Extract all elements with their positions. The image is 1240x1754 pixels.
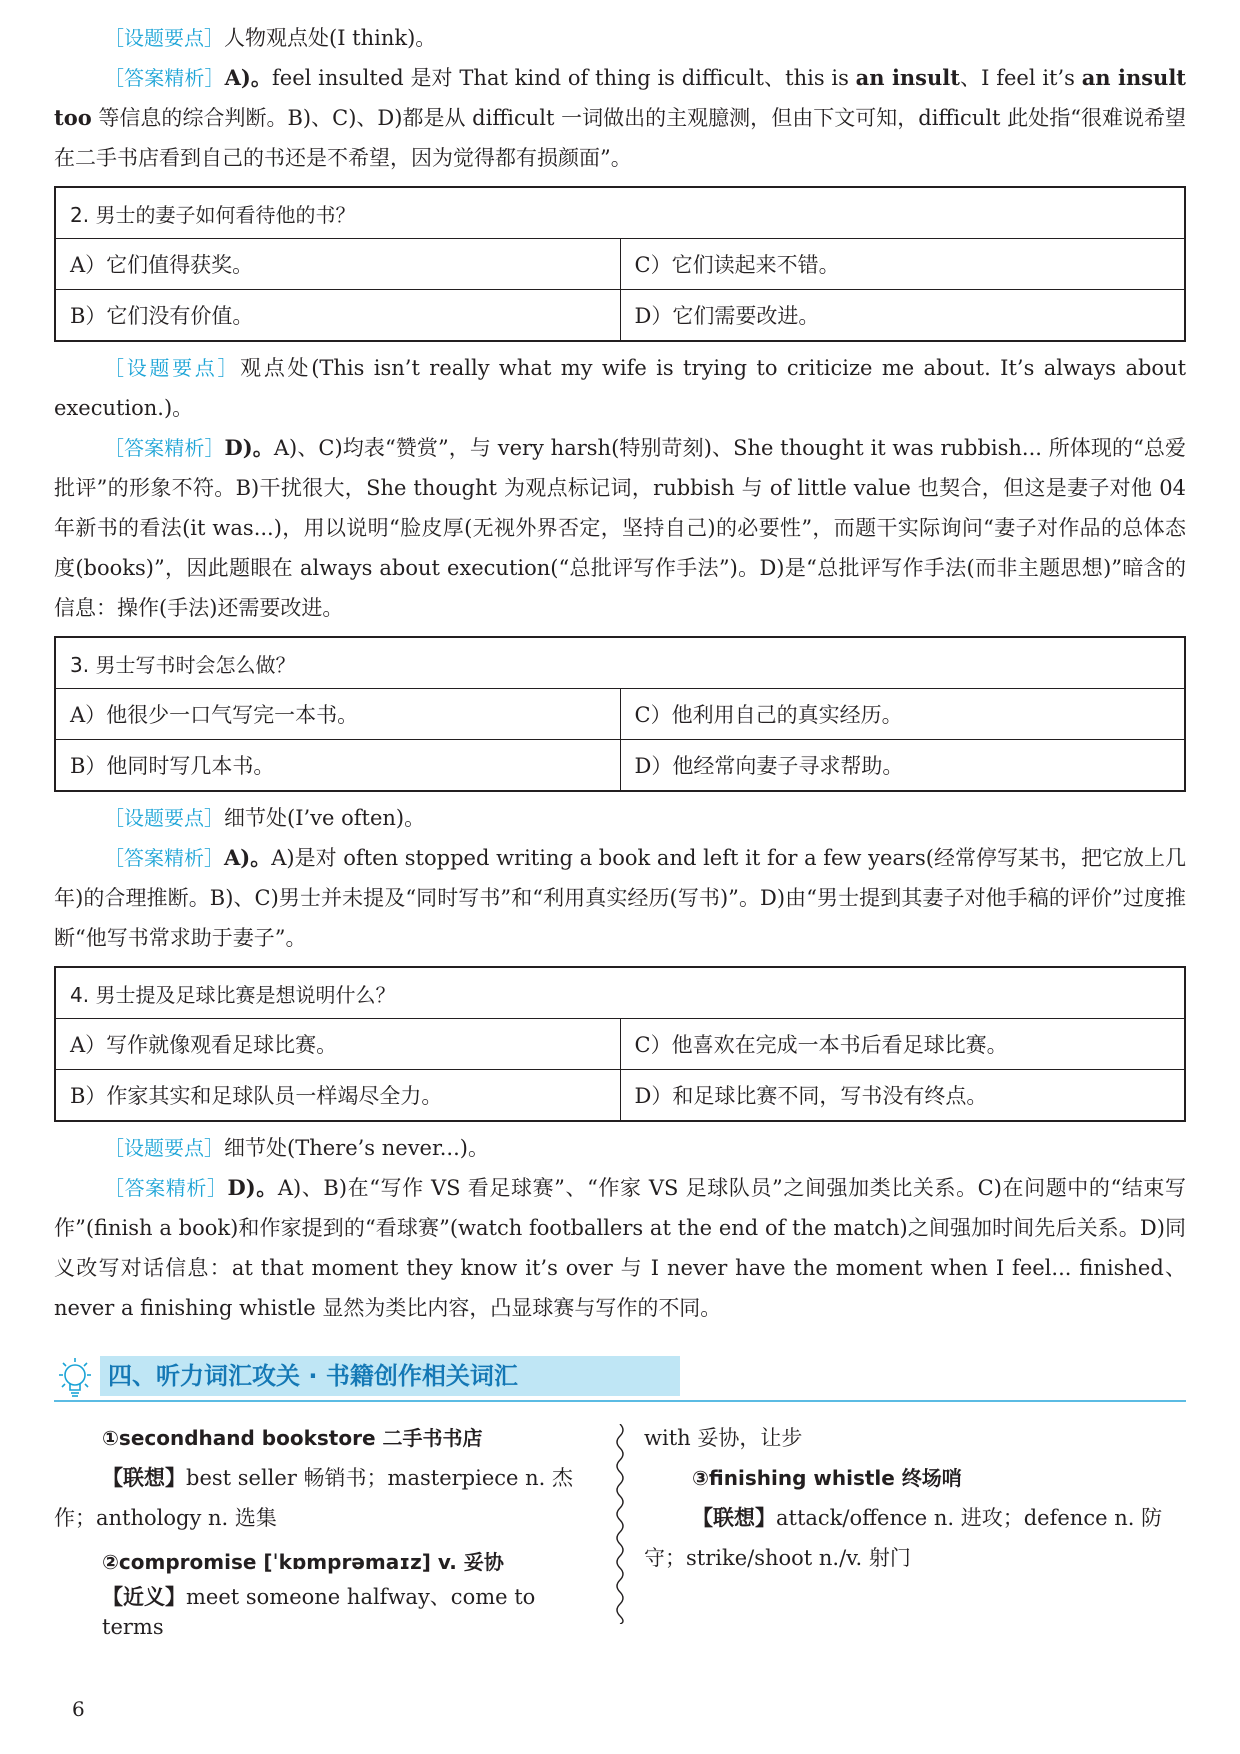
vocab-item-2-cont [644, 1418, 1186, 1458]
section-divider [54, 1400, 1186, 1402]
key-point-text: 细节处(I’ve often)。 [224, 806, 426, 830]
key-point-text: 观点处(This isn’t really what my wife is trying to criticize me about. It’s always about execution.)。 [54, 356, 1187, 420]
answer-letter: D)。 [224, 435, 274, 460]
option-a: A）他很少一口气写完一本书。 [55, 689, 620, 740]
assoc-label: 【联想】 [102, 1465, 186, 1490]
column-divider-wave [610, 1424, 630, 1624]
option-c: C）它们读起来不错。 [620, 239, 1185, 290]
vocab-item-3 [644, 1458, 1186, 1498]
q3-key-point [54, 798, 1186, 838]
option-d: D）他经常向妻子寻求帮助。 [620, 740, 1185, 792]
analysis-label: ［答案精析］ [104, 436, 225, 460]
question-stem: 4. 男士提及足球比赛是想说明什么？ [55, 967, 1185, 1019]
section-heading [54, 1354, 1186, 1402]
option-d: D）它们需要改进。 [620, 290, 1185, 342]
analysis-bold: an insult too [54, 65, 1186, 130]
vocab-term: ①secondhand bookstore 二手书书店 [102, 1426, 483, 1450]
option-b: B）它们没有价值。 [55, 290, 620, 342]
answer-letter: A)。 [224, 65, 272, 90]
option-b: B）他同时写几本书。 [55, 740, 620, 792]
answer-letter: A)。 [224, 845, 272, 870]
key-point-label: ［设题要点］ [104, 356, 241, 380]
analysis-text: A)是对 often stopped writing a book and left it for a few years(经常停写某书，把它放上几年)的合理推断。B)、C)男士并未提及“同时写书”和“利用真实经历(写书)”。D)由“男士提到其妻子对他手稿的评价”过度推断“他写书常求助于妻子”。 [54, 846, 1186, 950]
q2-key-point [54, 348, 1186, 428]
analysis-bold: an insult [855, 65, 960, 90]
key-point-label: ［设题要点］ [104, 26, 224, 50]
vocabulary-block [54, 1418, 1186, 1648]
question-stem: 3. 男士写书时会怎么做？ [55, 637, 1185, 689]
analysis-label: ［答案精析］ [104, 1176, 228, 1200]
option-b: B）作家其实和足球队员一样竭尽全力。 [55, 1070, 620, 1122]
answer-letter: D)。 [227, 1175, 278, 1200]
synonym-label: 【近义】 [102, 1584, 186, 1609]
key-point-text: 人物观点处(I think)。 [224, 26, 437, 50]
synonym-text: meet someone halfway、come to terms [102, 1585, 536, 1639]
analysis-text: 等信息的综合判断。B)、C)、D)都是从 difficult 一词做出的主观臆测，但由下文可知，difficult 此处指“很难说希望在二手书店看到自己的书还是不希望，因为觉得都有损颜面”。 [54, 106, 1186, 170]
option-a: A）它们值得获奖。 [55, 239, 620, 290]
vocab-term: ③finishing whistle 终场哨 [692, 1466, 962, 1490]
question-table-4 [54, 966, 1186, 1122]
key-point-label: ［设题要点］ [104, 1136, 224, 1160]
key-point-text: 细节处(There’s never...)。 [224, 1136, 489, 1160]
synonym-text: with 妥协，让步 [644, 1426, 803, 1450]
analysis-text: A)、B)在“写作 VS 看足球赛”、“作家 VS 足球队员”之间强加类比关系。C)在问题中的“结束写作”(finish a book)和作家提到的“看球赛”(watch footballers at the end of the match)之间强加时间先后关系。D)同义改写对话信息：at that moment they know it’s over 与 I never have the moment when I feel... finished、never a finishing whistle 显然为类比内容，凸显球赛与写作的不同。 [54, 1176, 1186, 1320]
analysis-label: ［答案精析］ [104, 66, 225, 90]
q4-analysis [54, 1168, 1186, 1328]
vocab-item-3-assoc [644, 1498, 1186, 1578]
vocab-item-2 [54, 1542, 594, 1582]
option-c: C）他利用自己的真实经历。 [620, 689, 1185, 740]
vocab-item-1 [54, 1418, 594, 1458]
analysis-text: feel insulted 是对 That kind of thing is difficult、this is [272, 66, 856, 90]
option-c: C）他喜欢在完成一本书后看足球比赛。 [620, 1019, 1185, 1070]
vocab-term: ②compromise [ˈkɒmprəmaɪz] v. 妥协 [102, 1550, 504, 1574]
analysis-text: A)、C)均表“赞赏”，与 very harsh(特别苛刻)、She thought it was rubbish... 所体现的“总爱批评”的形象不符。B)干扰很大，She thought 为观点标记词，rubbish 与 of little value 也契合，但这是妻子对他 04 年新书的看法(it was...)，用以说明“脸皮厚(无视外界否定，坚持自己)的必要性”，而题干实际询问“妻子对作品的总体态度(books)”，因此题眼在 always about execution(“总批评写作手法”)。D)是“总批评写作手法(而非主题思想)”暗含的信息：操作(手法)还需要改进。 [54, 436, 1186, 620]
vocab-column-right [644, 1418, 1186, 1578]
vocab-column-left [54, 1418, 594, 1642]
question-table-2 [54, 186, 1186, 342]
key-point-label: ［设题要点］ [104, 806, 224, 830]
q1-analysis [54, 58, 1186, 178]
q2-analysis [54, 428, 1186, 628]
assoc-text: attack/offence n. 进攻；defence n. 防守；strike/shoot n./v. 射门 [644, 1506, 1163, 1570]
assoc-text: best seller 畅销书；masterpiece n. 杰作；anthology n. 选集 [54, 1466, 573, 1530]
q3-analysis [54, 838, 1186, 958]
question-table-3 [54, 636, 1186, 792]
vocab-item-2-syn [54, 1582, 594, 1642]
page-number: 6 [72, 1697, 85, 1721]
page-content [54, 18, 1186, 1648]
lightbulb-icon [54, 1356, 96, 1400]
vocab-item-1-assoc [54, 1458, 594, 1538]
option-d: D）和足球比赛不同，写书没有终点。 [620, 1070, 1185, 1122]
question-stem: 2. 男士的妻子如何看待他的书？ [55, 187, 1185, 239]
q4-key-point [54, 1128, 1186, 1168]
assoc-label: 【联想】 [692, 1505, 776, 1530]
analysis-text: 、I feel it’s [959, 66, 1082, 90]
section-title: 四、听力词汇攻关 · 书籍创作相关词汇 [100, 1356, 680, 1396]
analysis-label: ［答案精析］ [104, 846, 225, 870]
q1-key-point [54, 18, 1186, 58]
option-a: A）写作就像观看足球比赛。 [55, 1019, 620, 1070]
